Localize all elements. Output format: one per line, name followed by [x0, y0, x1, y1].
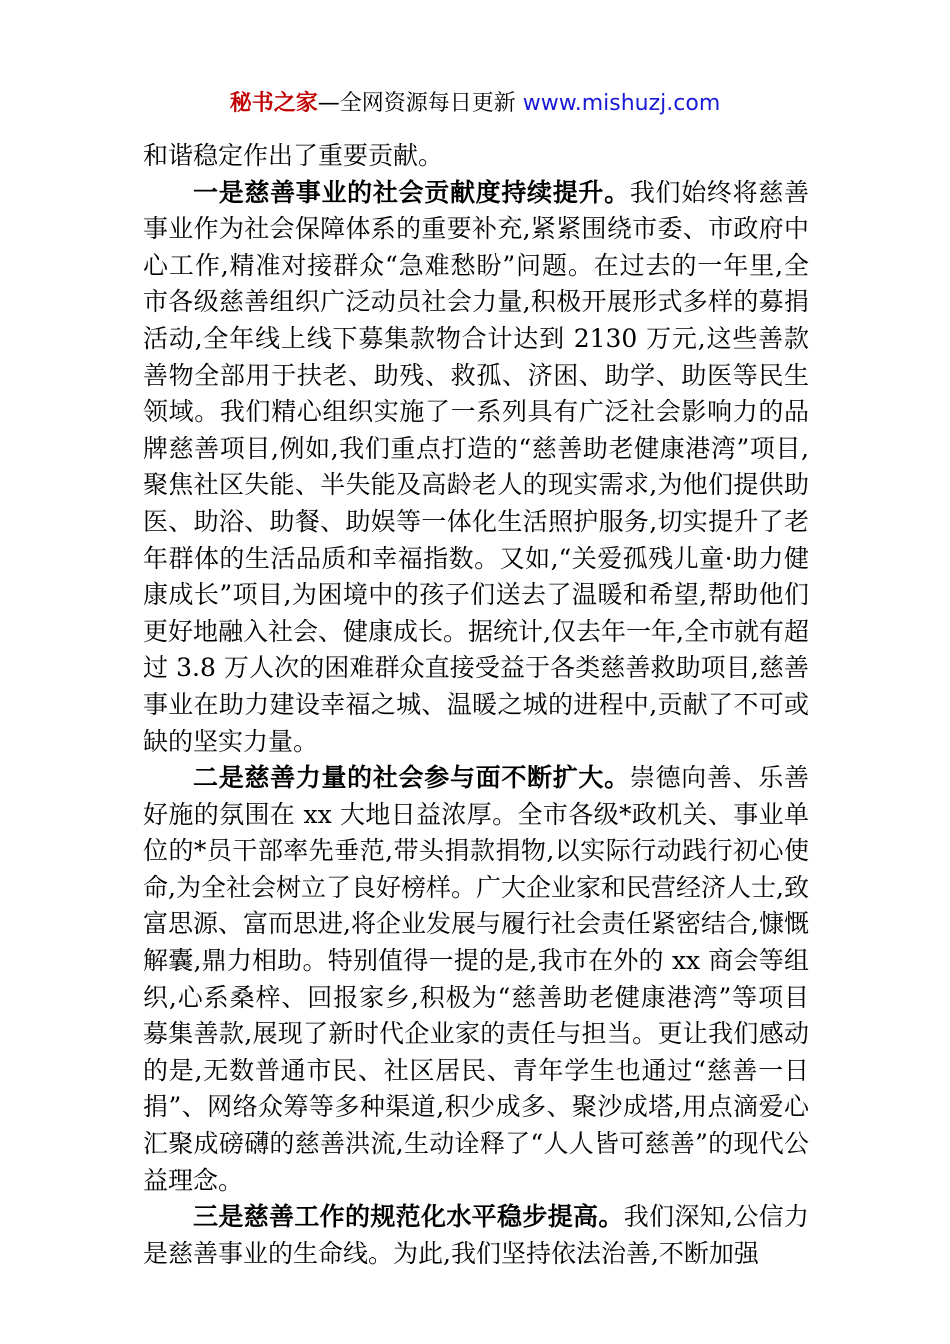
paragraph-text: 和谐稳定作出了重要贡献。 — [143, 141, 444, 170]
site-brand: 秘书之家 — [229, 91, 318, 116]
site-url-link[interactable]: www.mishuzj.com — [522, 91, 721, 116]
paragraph-continuation — [143, 138, 809, 175]
site-tagline: —全网资源每日更新 — [317, 91, 523, 116]
site-header — [0, 88, 950, 120]
paragraph-heading: 二是慈善力量的社会参与面不断扩大。 — [193, 763, 630, 793]
paragraph-text: 我们深知,公信力是慈善事业的生命线。为此,我们坚持依法治善,不断加强 — [143, 1202, 809, 1268]
paragraph-heading: 一是慈善事业的社会贡献度持续提升。 — [193, 177, 630, 207]
paragraph-text: 崇德向善、乐善好施的氛围在 xx 大地日益浓厚。全市各级*政机关、事业单位的*员干部率先垂范,带头捐款捐物,以实际行动践行初心使命,为全社会树立了良好榜样。广大企业家和民营经济人士,致富思源、富而思进,将企业发展与履行社会责任紧密结合,慷慨解囊,鼎力相助。特别值得一提的是,我市在外的 xx 商会等组织,心系桑梓、回报家乡,积极为“慈善助老健康港湾”等项目募集善款,展现了新时代企业家的责任与担当。更让我们感动的是,无数普通市民、社区居民、青年学生也通过“慈善一日捐”、网络众筹等多种渠道,积少成多、聚沙成塔,用点滴爱心汇聚成磅礴的慈善洪流,生动诠释了“人人皆可慈善”的现代公益理念。 — [143, 763, 809, 1195]
paragraph-heading: 三是慈善工作的规范化水平稳步提高。 — [193, 1202, 624, 1232]
document-body — [143, 138, 809, 1272]
paragraph-text: 我们始终将慈善事业作为社会保障体系的重要补充,紧紧围绕市委、市政府中心工作,精准对接群众“急难愁盼”问题。在过去的一年里,全市各级慈善组织广泛动员社会力量,积极开展形式多样的募捐活动,全年线上线下募集款物合计达到 2130 万元,这些善款善物全部用于扶老、助残、救孤、济困、助学、助医等民生领域。我们精心组织实施了一系列具有广泛社会影响力的品牌慈善项目,例如,我们重点打造的“慈善助老健康港湾”项目,聚焦社区失能、半失能及高龄老人的现实需求,为他们提供助医、助浴、助餐、助娱等一体化生活照护服务,切实提升了老年群体的生活品质和幸福指数。又如,“关爱孤残儿童·助力健康成长”项目,为困境中的孩子们送去了温暖和希望,帮助他们更好地融入社会、健康成长。据统计,仅去年一年,全市就有超过 3.8 万人次的困难群众直接受益于各类慈善救助项目,慈善事业在助力建设幸福之城、温暖之城的进程中,贡献了不可或缺的坚实力量。 — [143, 177, 809, 756]
paragraph-point-one — [143, 175, 809, 761]
paragraph-point-two — [143, 760, 809, 1199]
paragraph-point-three — [143, 1199, 809, 1272]
